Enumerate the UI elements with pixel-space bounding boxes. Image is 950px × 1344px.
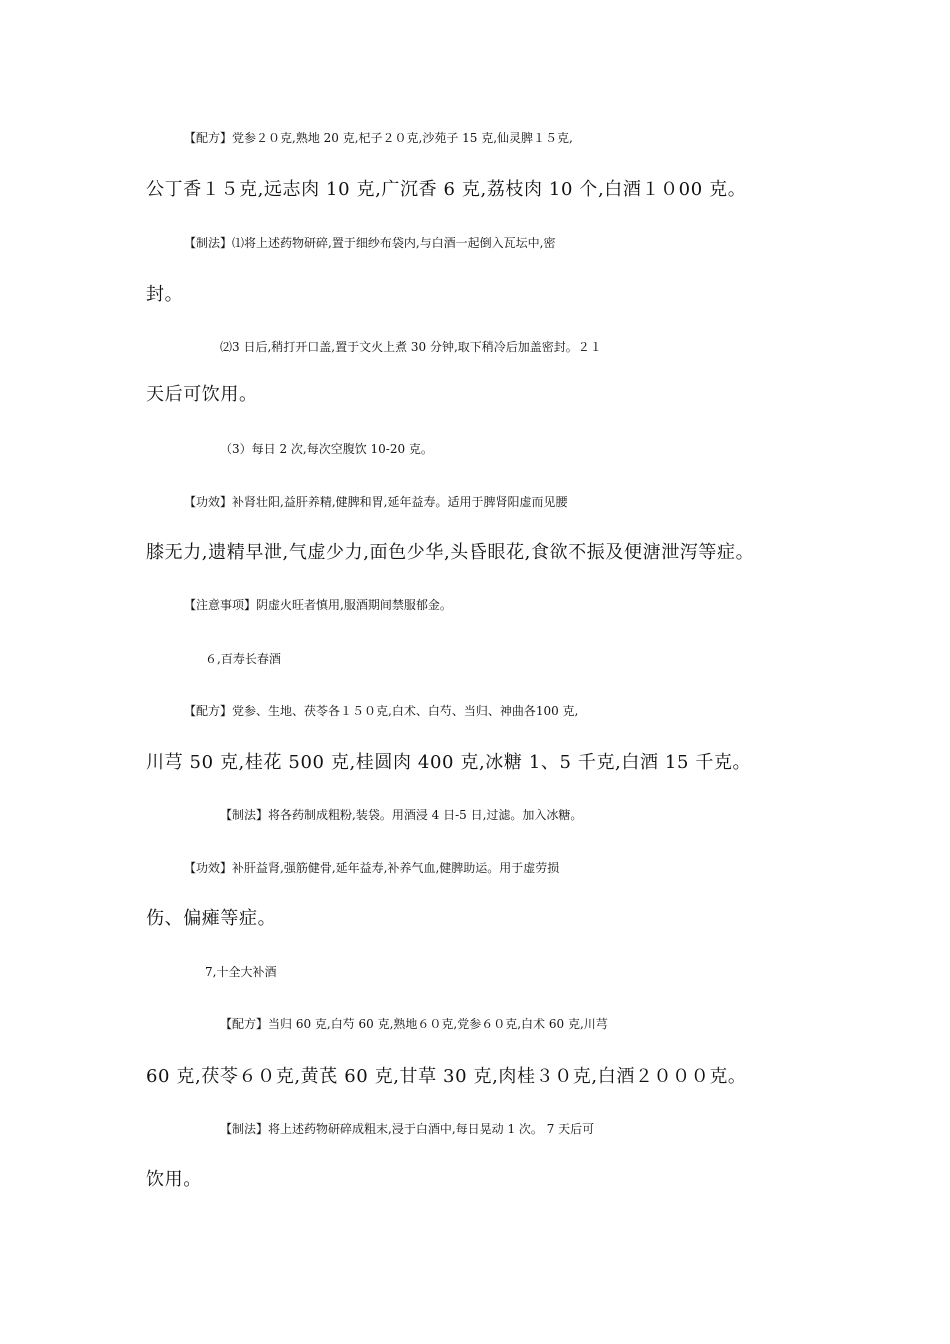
method-line-2: 封。 bbox=[146, 284, 184, 305]
section-heading-6: ６,百寿长春酒 bbox=[205, 652, 281, 666]
formula-line-1: 【配方】党参２０克,熟地 20 克,杞子２０克,沙苑子 15 克,仙灵脾１５克, bbox=[184, 131, 573, 145]
effect-line-2: 膝无力,遗精早泄,气虚少力,面色少华,头昏眼花,食欲不振及便溏泄泻等症。 bbox=[146, 542, 755, 563]
effect-line-1: 【功效】补肾壮阳,益肝养精,健脾和胃,延年益寿。适用于脾肾阳虚而见腰 bbox=[184, 495, 568, 509]
method-line-1: 【制法】⑴将上述药物研碎,置于细纱布袋内,与白酒一起倒入瓦坛中,密 bbox=[184, 236, 556, 250]
method-step-2-line-1: ⑵3 日后,稍打开口盖,置于文火上煮 30 分钟,取下稍冷后加盖密封。２１ bbox=[220, 340, 602, 354]
effect-6-line-1: 【功效】补肝益肾,强筋健骨,延年益寿,补养气血,健脾助运。用于虚劳损 bbox=[184, 861, 560, 875]
caution-line: 【注意事项】阴虚火旺者慎用,服酒期间禁服郁金。 bbox=[184, 598, 452, 612]
formula-7-line-2: 60 克,茯苓６０克,黄芪 60 克,甘草 30 克,肉桂３０克,白酒２０００克。 bbox=[146, 1066, 747, 1087]
method-step-3: （3）每日 2 次,每次空腹饮 10-20 克。 bbox=[220, 442, 433, 456]
method-6-line: 【制法】将各药制成粗粉,装袋。用酒浸 4 日-5 日,过滤。加入冰糖。 bbox=[220, 808, 583, 822]
formula-line-2: 公丁香１５克,远志肉 10 克,广沉香 6 克,荔枝肉 10 个,白酒１０00 克。 bbox=[146, 179, 747, 200]
effect-6-line-2: 伤、偏瘫等症。 bbox=[146, 908, 277, 929]
formula-6-line-1: 【配方】党参、生地、茯苓各１５０克,白术、白芍、当归、神曲各100 克, bbox=[184, 704, 579, 718]
method-7-line-1: 【制法】将上述药物研碎成粗末,浸于白酒中,每日晃动 1 次。 7 天后可 bbox=[220, 1122, 595, 1136]
formula-6-line-2: 川芎 50 克,桂花 500 克,桂圆肉 400 克,冰糖 1、5 千克,白酒 15 千克。 bbox=[146, 752, 752, 773]
formula-7-line-1: 【配方】当归 60 克,白芍 60 克,熟地６０克,党参６０克,白术 60 克,川芎 bbox=[220, 1017, 608, 1031]
method-step-2-line-2: 天后可饮用。 bbox=[146, 384, 258, 405]
section-heading-7: 7,十全大补酒 bbox=[205, 965, 277, 979]
method-7-line-2: 饮用。 bbox=[146, 1169, 202, 1190]
